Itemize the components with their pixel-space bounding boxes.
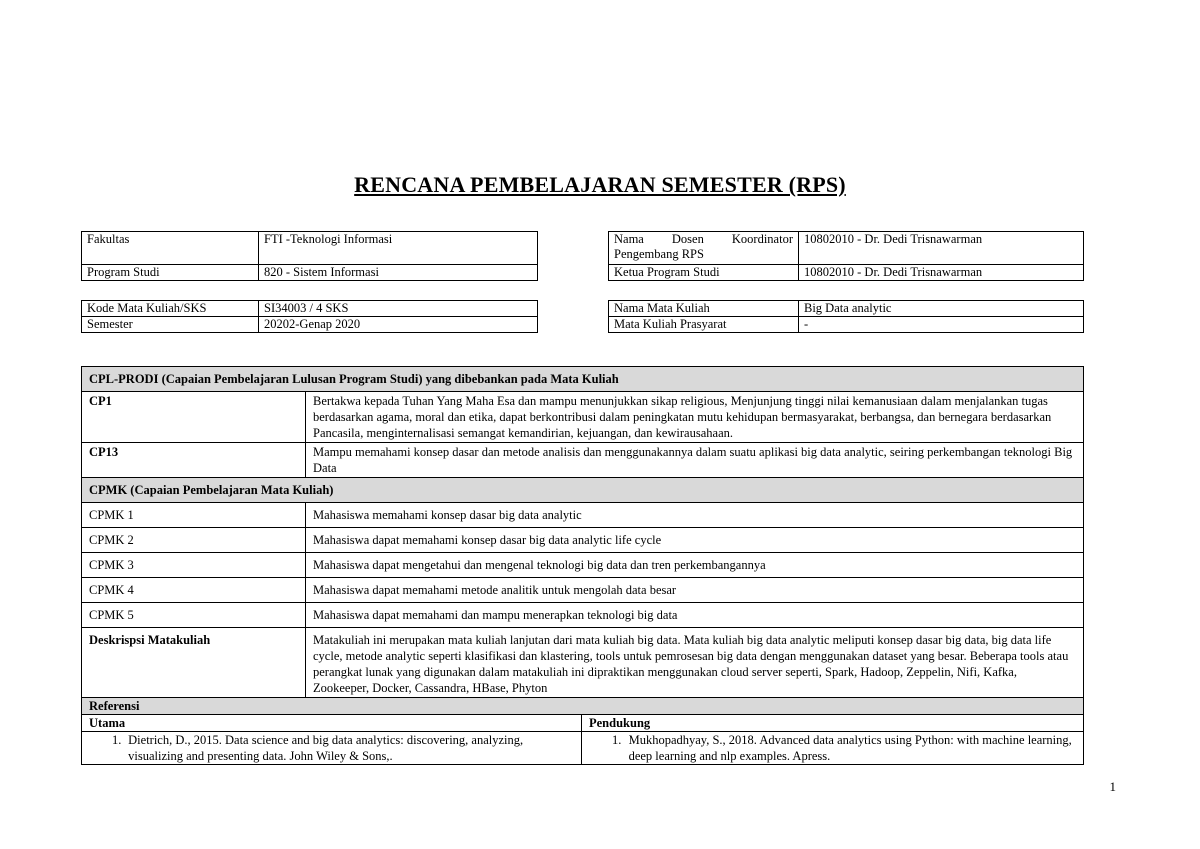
info-label-line2: Pengembang RPS [614,247,704,261]
list-number: 1. [112,733,122,747]
referensi-utama-item [82,732,582,765]
info-table-lecturer [608,231,1084,281]
cpmk-text: Mahasiswa dapat memahami metode analitik untuk mengolah data besar [306,578,1084,603]
info-label: Kode Mata Kuliah/SKS [82,301,259,317]
info-table-course-code [81,300,538,333]
cp-code: CP1 [82,392,306,443]
cpmk-text: Mahasiswa memahami konsep dasar big data analytic [306,503,1084,528]
info-label [609,232,799,265]
cpl-header-bold: CPL-PRODI [89,372,159,386]
cpmk-header: CPMK (Capaian Pembelajaran Mata Kuliah) [82,478,1084,503]
info-value: 20202-Genap 2020 [259,317,538,333]
info-label: Ketua Program Studi [609,265,799,281]
info-table-course-name [608,300,1084,333]
cpmk-text: Mahasiswa dapat memahami konsep dasar big data analytic life cycle [306,528,1084,553]
info-label: Fakultas [82,232,259,265]
reference-text: Mukhopadhyay, S., 2018. Advanced data analytics using Python: with machine learning, deep learning and nlp examples. Apress. [628,733,1072,763]
cp-text: Mampu memahami konsep dasar dan metode analisis dan menggunakannya dalam suatu aplikasi big data analytic, seiring perkembangan teknologi Big Data [306,443,1084,478]
cp-code: CP13 [82,443,306,478]
deskripsi-text: Matakuliah ini merupakan mata kuliah lanjutan dari mata kuliah big data. Mata kuliah big data analytic meliputi konsep dasar big data, big data life cycle, metode analytic seperti klasifikasi dan klastering, tools untuk pemrosesan big data dengan menggunakan dataset yang besar. Beberapa tools atau perangkat lunak yang digunakan dalam matakuliah ini dipraktikan menggunakan cloud server seperti, Spark, Hadoop, Zeppelin, Nifi, Kafka, Zookeeper, Docker, Cassandra, HBase, Phyton [306,628,1084,698]
page-number: 1 [1109,779,1116,794]
info-label: Program Studi [82,265,259,281]
cpmk-code: CPMK 5 [82,603,306,628]
cpmk-code: CPMK 2 [82,528,306,553]
page-title: RENCANA PEMBELAJARAN SEMESTER (RPS) [354,172,846,197]
deskripsi-label: Deskrispsi Matakuliah [82,628,306,698]
referensi-header: Referensi [82,698,1084,715]
referensi-pendukung-item [582,732,1084,765]
cpmk-code: CPMK 1 [82,503,306,528]
info-value: FTI -Teknologi Informasi [259,232,538,265]
reference-text: Dietrich, D., 2015. Data science and big data analytics: discovering, analyzing, visualizing and presenting data. John Wiley & Sons,. [128,733,524,763]
cp-text: Bertakwa kepada Tuhan Yang Maha Esa dan mampu menunjukkan sikap religious, Menjunjung tinggi nilai kemanusiaan dalam menjalankan tugas berdasarkan agama, moral dan etika, dapat berkontribusi dalam peningkatan mutu kehidupan bermasyarakat, berbangsa, dan bernegara berdasarkan Pancasila, menginternalisasi semangat kemandirian, kejuangan, dan kewirausahaan. [306,392,1084,443]
info-label: Semester [82,317,259,333]
info-label-line1: Nama Dosen Koordinator [614,232,793,246]
cpmk-text: Mahasiswa dapat memahami dan mampu menerapkan teknologi big data [306,603,1084,628]
learning-outcomes-table [81,366,1084,765]
cpl-header [82,367,1084,392]
info-label: Mata Kuliah Prasyarat [609,317,799,333]
info-table-faculty [81,231,538,281]
info-label: Nama Mata Kuliah [609,301,799,317]
info-value: 10802010 - Dr. Dedi Trisnawarman [799,232,1084,265]
list-number: 1. [612,733,622,747]
info-value: - [799,317,1084,333]
referensi-utama-label: Utama [82,715,582,732]
info-value: SI34003 / 4 SKS [259,301,538,317]
referensi-pendukung-label: Pendukung [582,715,1084,732]
info-value: 10802010 - Dr. Dedi Trisnawarman [799,265,1084,281]
info-value: 820 - Sistem Informasi [259,265,538,281]
cpl-header-rest: (Capaian Pembelajaran Lulusan Program Studi) yang dibebankan pada Mata Kuliah [158,372,619,386]
cpmk-code: CPMK 4 [82,578,306,603]
cpmk-text: Mahasiswa dapat mengetahui dan mengenal teknologi big data dan tren perkembangannya [306,553,1084,578]
cpmk-code: CPMK 3 [82,553,306,578]
info-value: Big Data analytic [799,301,1084,317]
